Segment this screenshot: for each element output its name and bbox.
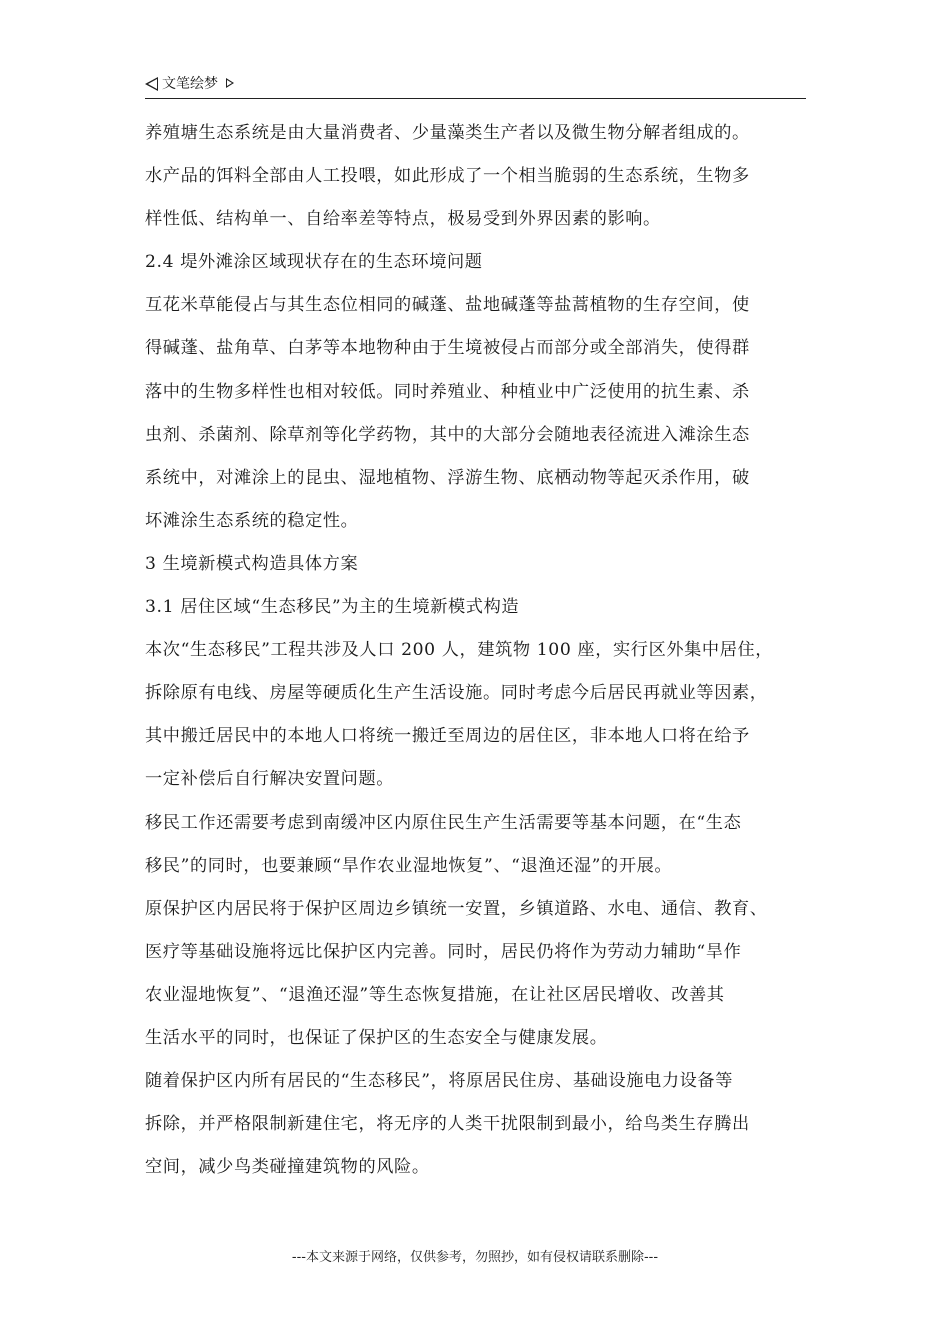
triangle-left-icon: [145, 77, 158, 91]
section-heading: 3.1 居住区域“生态移民”为主的生境新模式构造: [145, 597, 520, 618]
page-footer: ---本文来源于网络，仅供参考，勿照抄，如有侵权请联系删除---: [291, 1250, 659, 1265]
text-line: 互花米草能侵占与其生态位相同的碱蓬、盐地碱蓬等盐蒿植物的生存空间，使: [145, 295, 750, 316]
text-line: 坏滩涂生态系统的稳定性。: [145, 510, 359, 531]
text-line: 移民工作还需要考虑到南缓冲区内原住民生产生活需要等基本问题，在“生态: [145, 812, 742, 833]
text-line: 空间，减少鸟类碰撞建筑物的风险。: [145, 1157, 430, 1178]
text-line: 养殖塘生态系统是由大量消费者、少量藻类生产者以及微生物分解者组成的。: [145, 123, 750, 143]
text-line: 医疗等基础设施将远比保护区内完善。同时，居民仍将作为劳动力辅助“旱作: [145, 941, 742, 962]
text-line: 生活水平的同时，也保证了保护区的生态安全与健康发展。: [145, 1027, 608, 1048]
text-line: 一定补偿后自行解决安置问题。: [145, 769, 395, 790]
text-line: 得碱蓬、盐角草、白茅等本地物种由于生境被侵占而部分或全部消失，使得群: [145, 338, 750, 359]
text-line: 农业湿地恢复”、“退渔还湿”等生态恢复措施，在让社区居民增收、改善其: [145, 984, 725, 1005]
header-title: 文笔绘梦: [162, 76, 218, 92]
text-line: 系统中，对滩涂上的昆虫、湿地植物、浮游生物、底栖动物等起灭杀作用，破: [145, 467, 750, 488]
text-line: 其中搬迁居民中的本地人口将统一搬迁至周边的居住区，非本地人口将在给予: [145, 726, 750, 747]
section-heading: 3 生境新模式构造具体方案: [145, 553, 359, 574]
section-heading: 2.4 堤外滩涂区域现状存在的生态环境问题: [145, 252, 483, 273]
text-line: 随着保护区内所有居民的“生态移民”，将原居民住房、基础设施电力设备等: [145, 1071, 733, 1092]
text-line: 原保护区内居民将于保护区周边乡镇统一安置，乡镇道路、水电、通信、教育、: [145, 898, 768, 919]
text-line: 落中的生物多样性也相对较低。同时养殖业、种植业中广泛使用的抗生素、杀: [145, 381, 750, 402]
text-line: 虫剂、杀菌剂、除草剂等化学药物，其中的大部分会随地表径流进入滩涂生态: [145, 424, 750, 445]
page-header: [145, 74, 806, 99]
text-line: 样性低、结构单一、自给率差等特点，极易受到外界因素的影响。: [145, 209, 661, 230]
document-body: [145, 112, 810, 1189]
text-line: 本次“生态移民”工程共涉及人口 200 人，建筑物 100 座，实行区外集中居住，: [145, 640, 774, 661]
text-line: 水产品的饵料全部由人工投喂，如此形成了一个相当脆弱的生态系统，生物多: [145, 166, 750, 187]
text-line: 拆除原有电线、房屋等硬质化生产生活设施。同时考虑今后居民再就业等因素，: [145, 683, 768, 704]
text-line: 拆除，并严格限制新建住宅，将无序的人类干扰限制到最小，给鸟类生存腾出: [145, 1114, 750, 1135]
triangle-right-icon: [226, 78, 234, 88]
text-line: 移民”的同时，也要兼顾“旱作农业湿地恢复”、“退渔还湿”的开展。: [145, 855, 673, 876]
